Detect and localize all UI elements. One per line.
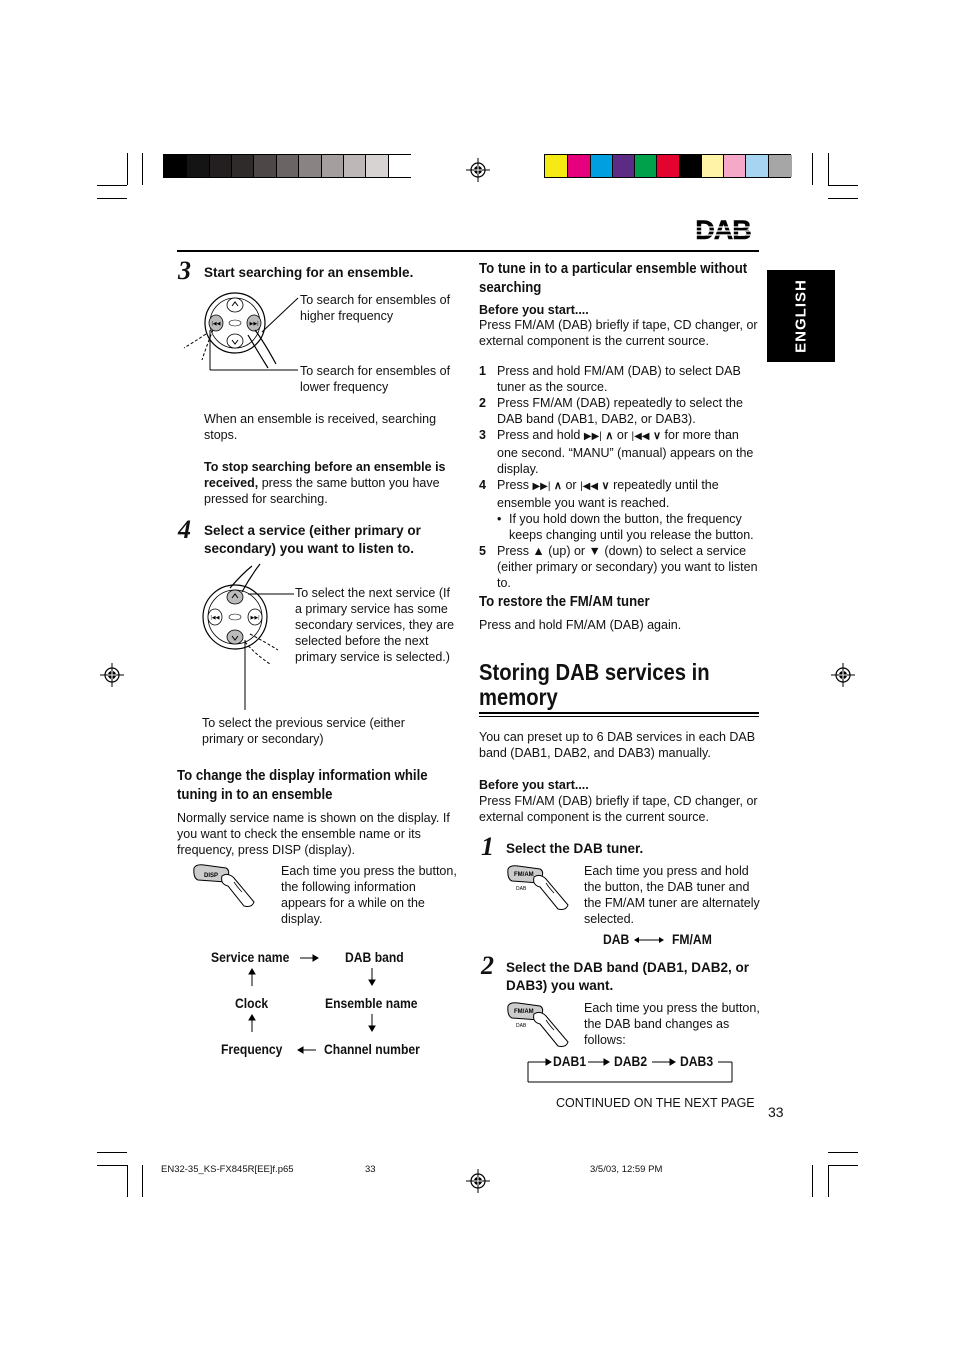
svg-text:FM/AM: FM/AM bbox=[514, 872, 534, 878]
before-you-start-label: Before you start.... bbox=[479, 303, 589, 317]
gray-swatch bbox=[365, 155, 389, 177]
next-track-icon: ▶▶| bbox=[583, 431, 602, 442]
fm-am-button-icon bbox=[506, 863, 582, 913]
registration-mark-left bbox=[100, 663, 124, 687]
step-title: Select the DAB tuner. bbox=[506, 841, 644, 856]
each-time-note: Each time you press the button, the following information appears for a while on the display. bbox=[281, 864, 457, 926]
flow-dab-band: DAB band bbox=[345, 950, 404, 965]
flow-arrows bbox=[200, 940, 440, 1070]
color-swatch bbox=[701, 155, 725, 177]
svg-text:DAB: DAB bbox=[516, 1023, 527, 1029]
svg-text:DAB: DAB bbox=[516, 886, 527, 892]
flow-fm-am: FM/AM bbox=[672, 932, 712, 947]
prev-track-icon: |◀◀ bbox=[631, 431, 650, 442]
color-swatch bbox=[679, 155, 703, 177]
flow-channel-number: Channel number bbox=[324, 1042, 420, 1057]
svg-text:|◀◀: |◀◀ bbox=[210, 615, 220, 621]
tune-step-bullet: • If you hold down the button, the frequency keeps changing until you release the button. bbox=[497, 512, 754, 542]
step2-text: Each time you press the button, the DAB band changes as follows: bbox=[584, 1001, 760, 1047]
down-chevron-icon: ∨ bbox=[601, 480, 610, 492]
callout-previous-service: To select the previous service (either primary or secondary) bbox=[202, 716, 405, 746]
registration-mark-right bbox=[831, 663, 855, 687]
section-heading: To change the display information while tuning in to an ensemble bbox=[177, 767, 428, 803]
language-tab: ENGLISH bbox=[767, 270, 835, 362]
control-dial-service-icon bbox=[190, 562, 300, 712]
gray-swatch bbox=[231, 155, 255, 177]
color-bar bbox=[544, 154, 791, 178]
step-title: Select a service (either primary or secondary) you want to listen to. bbox=[204, 523, 421, 556]
tune-step: 2 Press FM/AM (DAB) repeatedly to select the DAB band (DAB1, DAB2, or DAB3). bbox=[479, 396, 743, 426]
gray-swatch bbox=[388, 155, 412, 177]
dab-logo bbox=[688, 216, 758, 244]
next-track-icon: ▶▶| bbox=[532, 481, 551, 492]
footer-date: 3/5/03, 12:59 PM bbox=[590, 1164, 663, 1175]
before-you-start-text: Press FM/AM (DAB) briefly if tape, CD changer, or external component is the current source. bbox=[479, 794, 758, 824]
down-chevron-icon: ∨ bbox=[652, 430, 662, 442]
section-heading: To tune in to a particular ensemble without searching bbox=[479, 260, 748, 296]
svg-text:▶▶|: ▶▶| bbox=[250, 615, 260, 621]
flow-service-name: Service name bbox=[211, 950, 290, 965]
flow-dab2: DAB2 bbox=[614, 1054, 648, 1069]
color-swatch bbox=[590, 155, 614, 177]
fm-am-button-icon bbox=[506, 1000, 582, 1050]
gray-color-bar bbox=[163, 154, 411, 178]
color-swatch bbox=[545, 155, 568, 177]
tune-step: 4 Press ▶▶| ∧ or |◀◀ ∨ repeatedly until the ensemble you want is reached. bbox=[479, 478, 719, 510]
footer-file: EN32-35_KS-FX845R[EE]f.p65 bbox=[161, 1164, 294, 1175]
section-heading: To restore the FM/AM tuner bbox=[479, 593, 650, 610]
gray-swatch bbox=[276, 155, 300, 177]
title-rule-thin bbox=[479, 716, 759, 717]
callout-higher-frequency: To search for ensembles of higher frequency bbox=[300, 293, 451, 323]
flow-dab: DAB bbox=[603, 932, 630, 947]
gray-swatch bbox=[321, 155, 345, 177]
section-body: Press and hold FM/AM (DAB) again. bbox=[479, 618, 682, 632]
section-title: Storing DAB services in memory bbox=[479, 659, 710, 710]
color-swatch bbox=[634, 155, 658, 177]
swap-arrow-icon bbox=[633, 935, 665, 945]
step-number: 2 bbox=[481, 951, 494, 980]
callout-next-service: To select the next service (If a primary service has some secondary services, they are selected before the next primary service is selected.) bbox=[295, 586, 455, 664]
searching-stops-note: When an ensemble is received, searching stops. bbox=[204, 412, 437, 442]
svg-text:DISP: DISP bbox=[204, 873, 219, 879]
tune-step: 1 Press and hold FM/AM (DAB) to select DAB tuner as the source. bbox=[479, 364, 741, 394]
title-rule bbox=[479, 712, 759, 714]
step-number: 1 bbox=[481, 832, 494, 861]
gray-swatch bbox=[209, 155, 233, 177]
flow-clock: Clock bbox=[235, 996, 269, 1011]
svg-text:FM/AM: FM/AM bbox=[514, 1009, 534, 1015]
registration-mark-top bbox=[466, 158, 490, 182]
color-swatch bbox=[656, 155, 680, 177]
gray-swatch bbox=[164, 155, 187, 177]
flow-dab1: DAB1 bbox=[553, 1054, 587, 1069]
registration-mark-bottom bbox=[466, 1169, 490, 1193]
step-title: Select the DAB band (DAB1, DAB2, or DAB3) you want. bbox=[506, 960, 750, 993]
control-dial-search-icon bbox=[180, 290, 310, 380]
storing-intro: You can preset up to 6 DAB services in each DAB band (DAB1, DAB2, and DAB3) manually. bbox=[479, 730, 756, 760]
callout-lower-frequency: To search for ensembles of lower frequency bbox=[300, 364, 451, 394]
continued-note: CONTINUED ON THE NEXT PAGE bbox=[556, 1096, 755, 1110]
tune-steps bbox=[479, 363, 761, 591]
gray-swatch bbox=[186, 155, 210, 177]
color-swatch bbox=[612, 155, 636, 177]
color-swatch bbox=[745, 155, 769, 177]
step-title: Start searching for an ensemble. bbox=[204, 265, 414, 280]
svg-text:|◀◀: |◀◀ bbox=[211, 321, 221, 327]
step-number: 3 bbox=[178, 256, 191, 285]
color-swatch bbox=[768, 155, 792, 177]
svg-text:▶▶|: ▶▶| bbox=[249, 321, 259, 327]
step-number: 4 bbox=[178, 515, 191, 544]
tune-step: 3 Press and hold ▶▶| ∧ or |◀◀ ∨ for more than one second. “MANU” (manual) appears on the display. bbox=[479, 428, 754, 476]
up-chevron-icon: ∧ bbox=[605, 430, 614, 442]
tune-step: 5 Press ▲ (up) or ▼ (down) to select a service (either primary or secondary) you want to listen to. bbox=[479, 544, 758, 590]
gray-swatch bbox=[253, 155, 277, 177]
svg-text:DAB: DAB bbox=[695, 215, 751, 245]
gray-swatch bbox=[298, 155, 322, 177]
disp-button-icon bbox=[192, 862, 272, 912]
color-swatch bbox=[723, 155, 747, 177]
color-swatch bbox=[567, 155, 591, 177]
flow-ensemble-name: Ensemble name bbox=[325, 996, 418, 1011]
before-you-start-label: Before you start.... bbox=[479, 778, 589, 792]
up-chevron-icon: ∧ bbox=[553, 480, 562, 492]
gray-swatch bbox=[343, 155, 367, 177]
page-number: 33 bbox=[768, 1104, 784, 1120]
footer-sheet: 33 bbox=[365, 1164, 376, 1175]
prev-track-icon: |◀◀ bbox=[580, 481, 599, 492]
stop-searching-note: To stop searching before an ensemble is received, press the same button you have pressed for searching. bbox=[204, 460, 446, 506]
before-you-start-text: Press FM/AM (DAB) briefly if tape, CD changer, or external component is the current source. bbox=[479, 318, 758, 348]
header-rule bbox=[177, 250, 759, 252]
section-body: Normally service name is shown on the display. If you want to check the ensemble name or its frequency, press DISP (display). bbox=[177, 811, 450, 857]
step1-text: Each time you press and hold the button, the DAB tuner and the FM/AM tuner are alternately selected. bbox=[584, 864, 760, 926]
flow-frequency: Frequency bbox=[221, 1042, 283, 1057]
flow-dab3: DAB3 bbox=[680, 1054, 714, 1069]
